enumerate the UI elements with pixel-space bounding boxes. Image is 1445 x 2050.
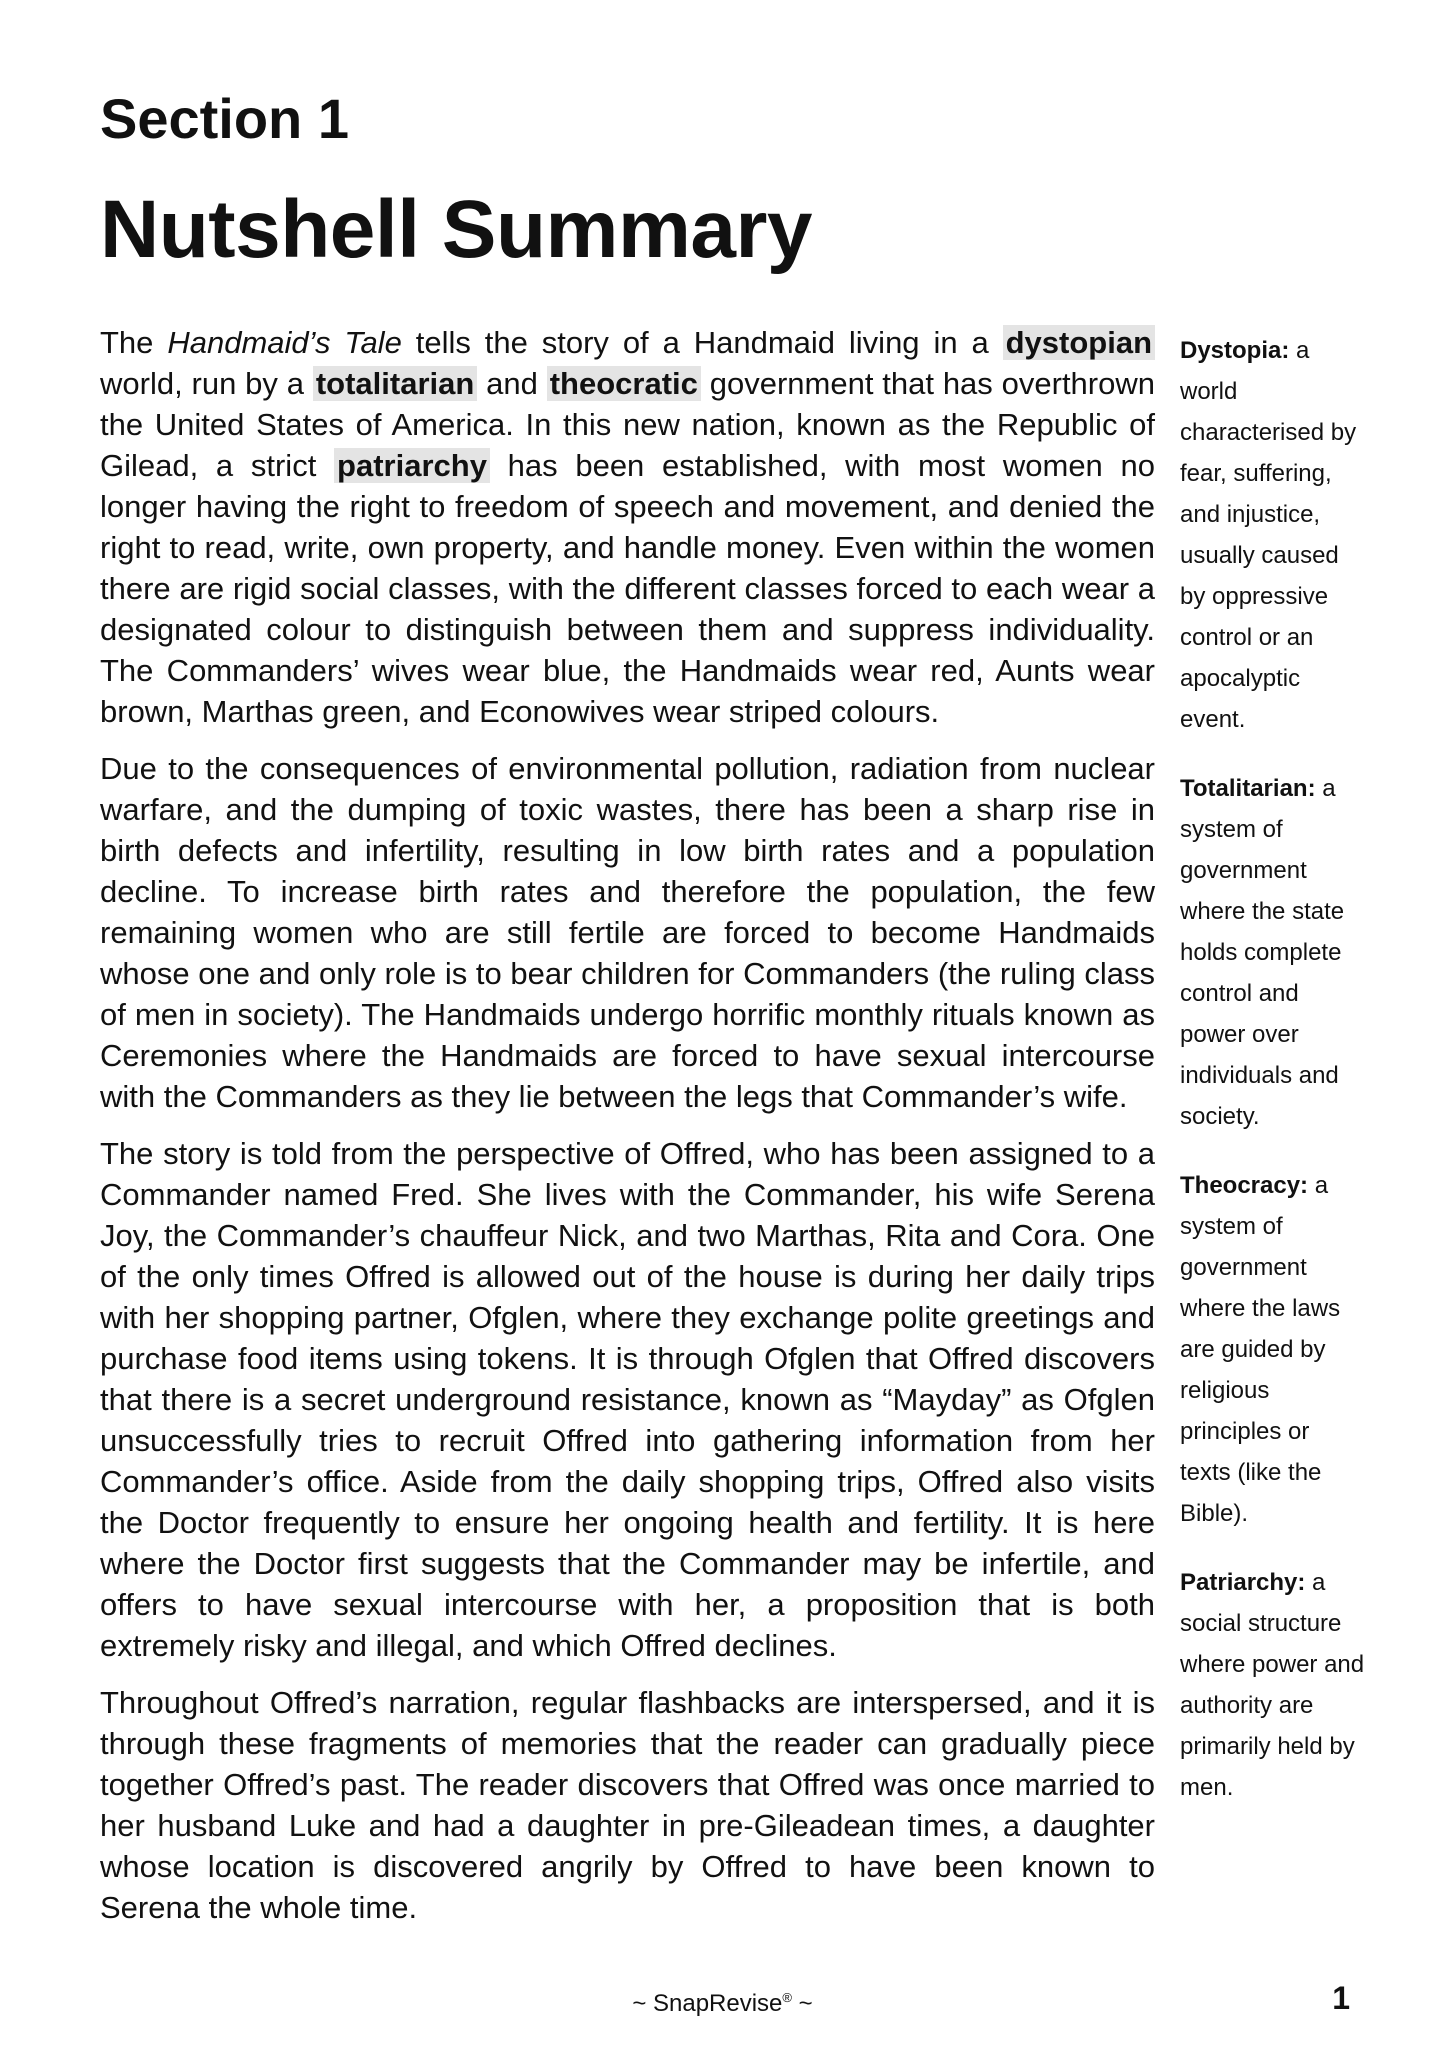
- brand-text: ~ SnapRevise: [632, 1990, 783, 2017]
- footer-brand: [0, 1990, 1445, 2018]
- glossary-definition: a social structure where power and authority are primarily held by men.: [1180, 1569, 1365, 1801]
- text-run: government that has overthrown the United States of America. In this new nation, known as the Republic of Gilead, a strict: [100, 366, 1155, 483]
- glossary-definition: a world characterised by fear, suffering, and injustice, usually caused by oppressive control or an apocalyptic event.: [1180, 337, 1357, 733]
- glossary-term: Dystopia:: [1180, 337, 1290, 364]
- highlight-term-patriarchy: patriarchy: [334, 448, 490, 483]
- section-label: Section 1: [100, 87, 349, 150]
- paragraph-1: [100, 322, 1155, 732]
- page-title: Nutshell Summary: [100, 184, 812, 275]
- text-run: world, run by a: [100, 366, 313, 401]
- page-number: 1: [1332, 1980, 1350, 2016]
- glossary-term: Patriarchy:: [1180, 1569, 1306, 1596]
- glossary-entry-dystopia: [1180, 330, 1365, 740]
- glossary-definition: a system of government where the state holds complete control and power over individuals and society.: [1180, 775, 1345, 1130]
- glossary-entry-totalitarian: [1180, 768, 1365, 1137]
- paragraph-2: Due to the consequences of environmental pollution, radiation from nuclear warfare, and the dumping of toxic wastes, there has been a sharp rise in birth defects and infertility, resulting in low birth rates and a population decline. To increase birth rates and therefore the population, the few remaining women who are still fertile are forced to become Handmaids whose one and only role is to bear children for Commanders (the ruling class of men in society). The Handmaids undergo horrific monthly rituals known as Ceremonies where the Handmaids are forced to have sexual intercourse with the Commanders as they lie between the legs that Commander’s wife.: [100, 751, 1155, 1114]
- glossary-definition: a system of government where the laws are guided by religious principles or texts (like the Bible).: [1180, 1172, 1341, 1527]
- highlight-term-theocratic: theocratic: [547, 366, 701, 401]
- highlight-term-totalitarian: totalitarian: [313, 366, 477, 401]
- glossary-entry-patriarchy: [1180, 1562, 1365, 1808]
- text-run: The: [100, 325, 168, 360]
- text-run: tells the story of a Handmaid living in a: [401, 325, 1003, 360]
- brand-text-end: ~: [792, 1990, 813, 2017]
- registered-mark: ®: [782, 1990, 792, 2005]
- glossary-entry-theocracy: [1180, 1165, 1365, 1534]
- paragraph-4: Throughout Offred’s narration, regular flashbacks are interspersed, and it is through these fragments of memories that the reader can gradually piece together Offred’s past. The reader discovers that Offred was once married to her husband Luke and had a daughter in pre-Gileadean times, a daughter whose location is discovered angrily by Offred to have been known to Serena the whole time.: [100, 1685, 1155, 1925]
- glossary-sidebar: [1180, 330, 1365, 1836]
- paragraph-3: The story is told from the perspective of Offred, who has been assigned to a Commander named Fred. She lives with the Commander, his wife Serena Joy, the Commander’s chauffeur Nick, and two Marthas, Rita and Cora. One of the only times Offred is allowed out of the house is during her daily trips with her shopping partner, Ofglen, where they exchange polite greetings and purchase food items using tokens. It is through Ofglen that Offred discovers that there is a secret underground resistance, known as “Mayday” as Ofglen unsuccessfully tries to recruit Offred into gathering information from her Commander’s office. Aside from the daily shopping trips, Offred also visits the Doctor frequently to ensure her ongoing health and fertility. It is here where the Doctor first suggests that the Commander may be infertile, and offers to have sexual intercourse with her, a proposition that is both extremely risky and illegal, and which Offred declines.: [100, 1136, 1155, 1663]
- book-title: Handmaid’s Tale: [167, 325, 402, 360]
- text-run: has been established, with most women no longer having the right to freedom of speech and movement, and denied the right to read, write, own property, and handle money. Even within the women there are rigid social classes, with the different classes forced to each wear a designated colour to distinguish between them and suppress individuality. The Commanders’ wives wear blue, the Handmaids wear red, Aunts wear brown, Marthas green, and Econowives wear striped colours.: [100, 448, 1155, 729]
- highlight-term-dystopian: dystopian: [1003, 325, 1155, 360]
- glossary-term: Totalitarian:: [1180, 775, 1316, 802]
- glossary-term: Theocracy:: [1180, 1172, 1309, 1199]
- text-run: and: [477, 366, 547, 401]
- main-text: [100, 322, 1155, 1944]
